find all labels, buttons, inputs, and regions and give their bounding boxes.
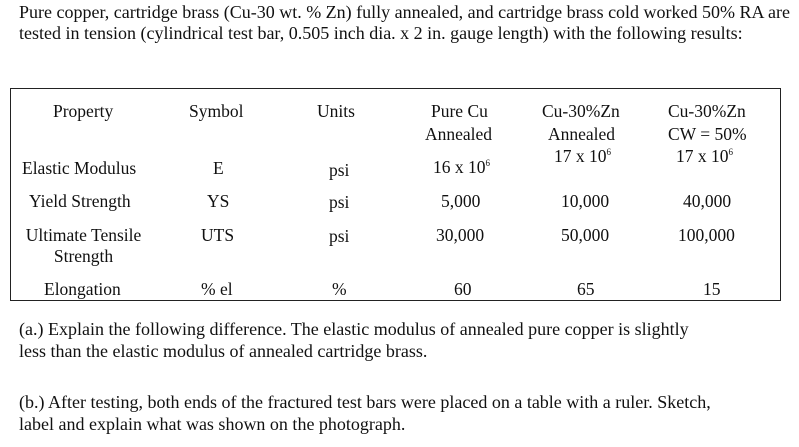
row-yield-strength-pure-cu: 5,000 [441, 191, 481, 211]
header-units: Units [317, 101, 355, 121]
header-brass-cw-line2: CW = 50% [668, 124, 747, 144]
row-yield-strength-property: Yield Strength [29, 191, 131, 211]
header-pure-cu-line1: Pure Cu [431, 101, 488, 121]
row-uts-symbol: UTS [201, 225, 235, 245]
header-property: Property [53, 101, 114, 121]
question-a-line2: less than the elastic modulus of annealed cartridge brass. [19, 341, 428, 361]
row-elongation-pure-cu: 60 [454, 279, 472, 299]
header-symbol: Symbol [189, 101, 244, 121]
question-a-line1: (a.) Explain the following difference. The elastic modulus of annealed pure copper is slightly [19, 319, 689, 339]
row-elongation-symbol: % el [201, 279, 233, 299]
row-uts-units: psi [329, 226, 350, 246]
row-uts-brass-cw: 100,000 [678, 225, 735, 245]
row-elastic-modulus-units: psi [329, 160, 350, 180]
row-uts-property-line1: Ultimate Tensile [25, 225, 142, 245]
row-elastic-modulus-brass-annealed: 17 x $10^6$ [554, 146, 611, 166]
row-yield-strength-units: psi [329, 192, 350, 212]
row-yield-strength-symbol: YS [207, 191, 230, 211]
row-elastic-modulus-symbol: E [213, 158, 224, 178]
header-brass-cw-line1: Cu-30%Zn [668, 101, 746, 121]
row-uts-brass-annealed: 50,000 [561, 225, 610, 245]
intro-paragraph: Pure copper, cartridge brass (Cu-30 wt. % Zn) fully annealed, and cartridge brass cold worked 50% RA are tested in tension (cylindrical test bar, 0.505 inch dia. x 2 in. gauge length) with the following results: [19, 2, 791, 43]
header-brass-annealed-line2: Annealed [548, 124, 616, 144]
row-uts-property-line2: Strength [53, 246, 114, 266]
row-elastic-modulus-property: Elastic Modulus [22, 158, 137, 178]
row-uts-pure-cu: 30,000 [436, 225, 485, 245]
row-elongation-brass-cw: 15 [703, 279, 721, 299]
row-yield-strength-brass-annealed: 10,000 [561, 191, 610, 211]
properties-table [10, 88, 781, 301]
row-elastic-modulus-pure-cu: 16 x $10^6$ [433, 157, 490, 177]
header-brass-annealed-line1: Cu-30%Zn [542, 101, 620, 121]
question-b-line2: label and explain what was shown on the photograph. [19, 414, 406, 434]
row-elongation-brass-annealed: 65 [577, 279, 595, 299]
header-pure-cu-line2: Annealed [425, 124, 493, 144]
row-elongation-property: Elongation [44, 279, 121, 299]
row-elongation-units: % [332, 279, 347, 299]
row-elastic-modulus-brass-cw: 17 x $10^6$ [676, 146, 733, 166]
question-b-line1: (b.) After testing, both ends of the fractured test bars were placed on a table with a ruler. Sketch, [19, 392, 711, 412]
row-yield-strength-brass-cw: 40,000 [683, 191, 732, 211]
